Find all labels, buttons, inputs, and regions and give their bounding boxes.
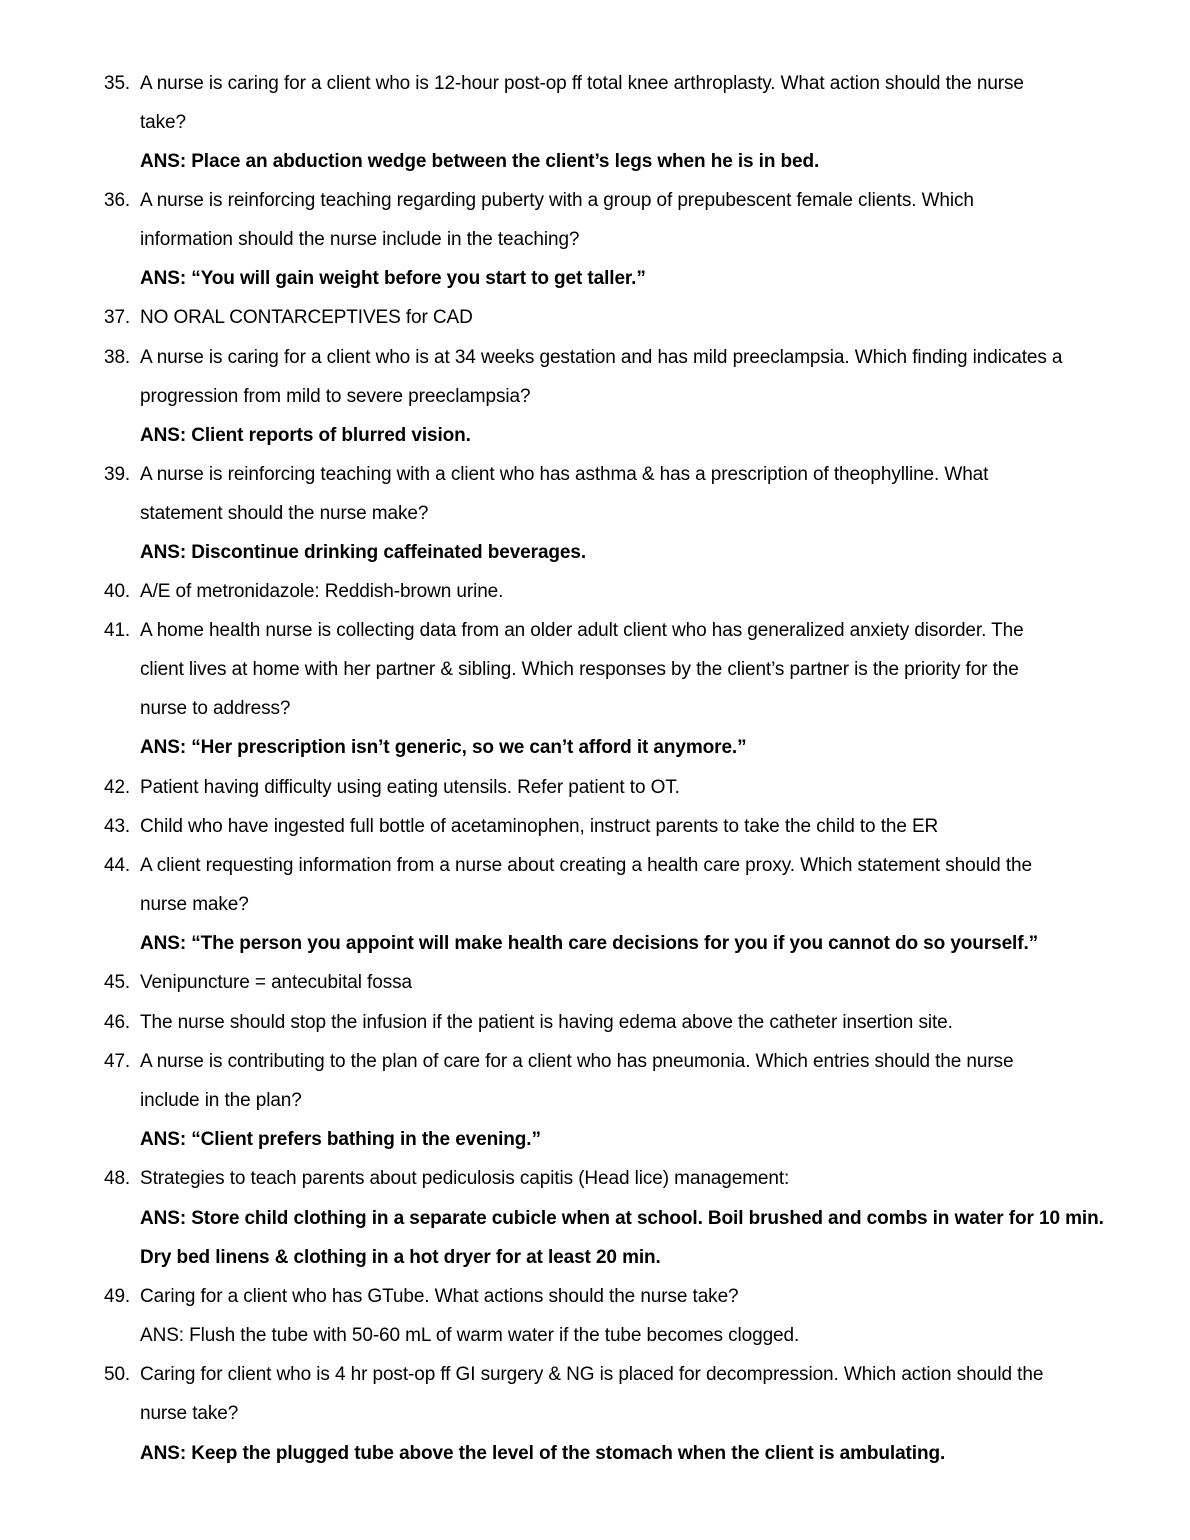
question-line: include in the plan?	[140, 1090, 302, 1111]
answer-line: ANS: “You will gain weight before you start to get taller.”	[140, 268, 646, 289]
question-line: progression from mild to severe preeclampsia?	[140, 386, 531, 407]
question-line: A client requesting information from a nurse about creating a health care proxy. Which statement should the	[140, 855, 1032, 876]
item-number: 36.	[104, 190, 131, 211]
answer-line: ANS: Keep the plugged tube above the level of the stomach when the client is ambulating.	[140, 1443, 946, 1464]
question-line: information should the nurse include in the teaching?	[140, 229, 580, 250]
question-line: A/E of metronidazole: Reddish-brown urine.	[140, 581, 504, 602]
answer-line: ANS: Store child clothing in a separate cubicle when at school. Boil brushed and combs in water for 10 min.	[140, 1208, 1104, 1229]
item-number: 50.	[104, 1364, 131, 1385]
item-number: 40.	[104, 581, 131, 602]
answer-line: ANS: Place an abduction wedge between the client’s legs when he is in bed.	[140, 151, 820, 172]
question-line: A home health nurse is collecting data from an older adult client who has generalized anxiety disorder. The	[140, 620, 1024, 641]
question-line: Caring for a client who has GTube. What actions should the nurse take?	[140, 1286, 739, 1307]
question-line: Venipuncture = antecubital fossa	[140, 972, 412, 993]
question-line: client lives at home with her partner & sibling. Which responses by the client’s partner is the priority for the	[140, 659, 1019, 680]
item-number: 49.	[104, 1286, 131, 1307]
question-line: A nurse is caring for a client who is at 34 weeks gestation and has mild preeclampsia. Which finding indicates a	[140, 347, 1063, 368]
item-number: 46.	[104, 1012, 131, 1033]
item-number: 44.	[104, 855, 131, 876]
item-number: 42.	[104, 777, 131, 798]
answer-line: ANS: “Her prescription isn’t generic, so we can’t afford it anymore.”	[140, 737, 747, 758]
answer-line: ANS: Client reports of blurred vision.	[140, 425, 471, 446]
answer-line: ANS: Flush the tube with 50-60 mL of warm water if the tube becomes clogged.	[140, 1325, 800, 1346]
answer-line: Dry bed linens & clothing in a hot dryer for at least 20 min.	[140, 1247, 661, 1268]
item-number: 37.	[104, 307, 131, 328]
question-line: nurse to address?	[140, 698, 291, 719]
question-line: A nurse is reinforcing teaching with a client who has asthma & has a prescription of theophylline. What	[140, 464, 989, 485]
item-number: 48.	[104, 1168, 131, 1189]
question-line: A nurse is reinforcing teaching regarding puberty with a group of prepubescent female clients. Which	[140, 190, 974, 211]
item-number: 35.	[104, 73, 131, 94]
item-number: 43.	[104, 816, 131, 837]
answer-line: ANS: Discontinue drinking caffeinated beverages.	[140, 542, 587, 563]
answer-line: ANS: “The person you appoint will make health care decisions for you if you cannot do so yourself.”	[140, 933, 1039, 954]
item-number: 38.	[104, 347, 131, 368]
item-number: 39.	[104, 464, 131, 485]
question-line: A nurse is contributing to the plan of care for a client who has pneumonia. Which entries should the nurse	[140, 1051, 1014, 1072]
question-line: Strategies to teach parents about pediculosis capitis (Head lice) management:	[140, 1168, 790, 1189]
question-line: Child who have ingested full bottle of acetaminophen, instruct parents to take the child to the ER	[140, 816, 939, 837]
question-line: nurse make?	[140, 894, 249, 915]
question-line: statement should the nurse make?	[140, 503, 429, 524]
answer-line: ANS: “Client prefers bathing in the evening.”	[140, 1129, 541, 1150]
question-line: NO ORAL CONTARCEPTIVES for CAD	[140, 307, 473, 328]
question-line: The nurse should stop the infusion if the patient is having edema above the catheter insertion site.	[140, 1012, 953, 1033]
item-number: 41.	[104, 620, 131, 641]
question-line: take?	[140, 112, 186, 133]
question-line: A nurse is caring for a client who is 12-hour post-op ff total knee arthroplasty. What action should the nurse	[140, 73, 1024, 94]
question-line: Caring for client who is 4 hr post-op ff GI surgery & NG is placed for decompression. Which action should the	[140, 1364, 1044, 1385]
question-line: nurse take?	[140, 1403, 239, 1424]
item-number: 47.	[104, 1051, 131, 1072]
item-number: 45.	[104, 972, 131, 993]
question-line: Patient having difficulty using eating utensils. Refer patient to OT.	[140, 777, 680, 798]
